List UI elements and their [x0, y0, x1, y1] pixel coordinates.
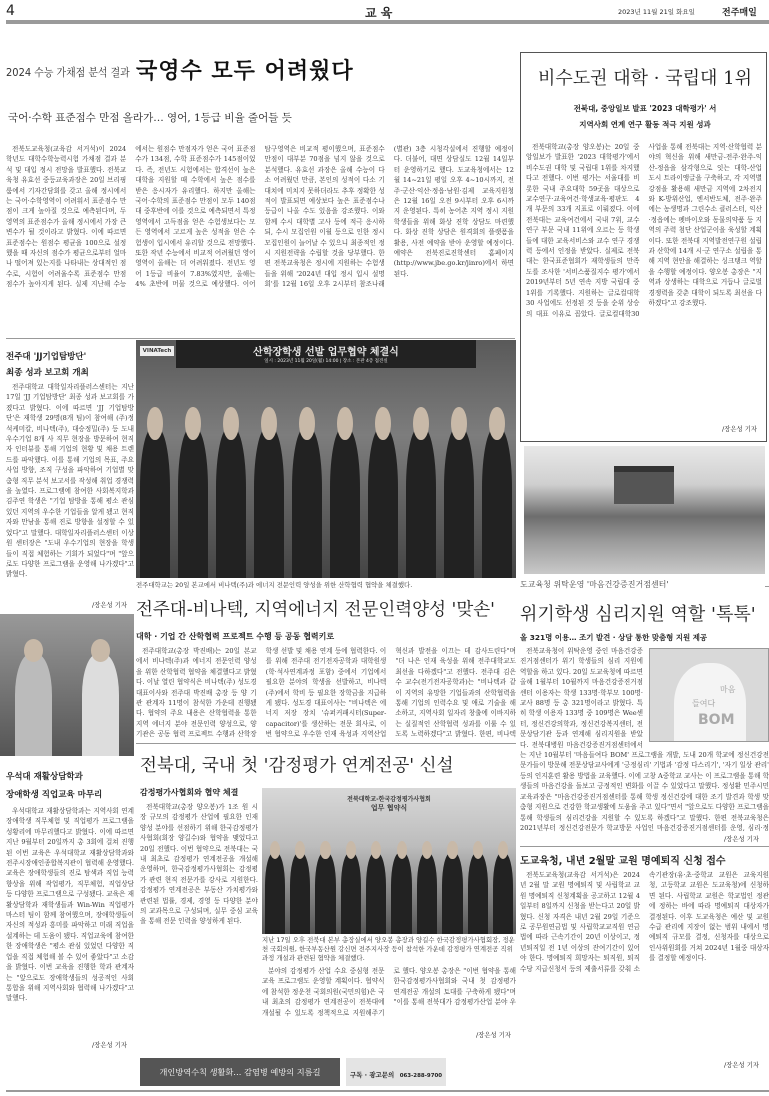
- appraisal-subhead: 감정평가사협회와 협약 체결: [140, 788, 239, 797]
- campus-road-photo: [524, 446, 765, 574]
- subscribe-phone: 063-288-9700: [399, 1073, 443, 1079]
- subscribe-line: [350, 1058, 441, 1090]
- lead-subhead: 국어·수학 표준점수 만점 올라가… 영어, 1등급 비율 줄어들 듯: [8, 112, 292, 124]
- bom-text-mid: 들여다: [692, 699, 716, 708]
- banner-title: 전북대학교-한국감정평가사협회: [347, 796, 431, 803]
- lead-body: 전북도교육청(교육감 서거석)이 2024학년도 대학수학능력시험 가채점 결과 분석 및 대입 정시 전망을 발표했다. 전북교육청 유효선 중등교육과장은 20일 브리핑룸에서 기자간담회를 갖고 올해 정시에서는 국어·수학영역이 어려워서 표준점수 만점이 크게 높아질 것으로 예측된다며, 두 영역의 표준점수가 올해 정시에서 가장 큰 변수가 될 것이라고 밝혔다. 이에 따르면 표준점수는 원점수 평균을 100으로 설정했을 때 자신의 점수가 평균으로부터 얼마나 떨어져 있는지를 나타내는 상대적인 점수로, 시험이 어려울수록 표준점수 만점 점수가 높아지게 된다. 실제 지난해 수능에서는 원점수 만점자가 얻은 국어 표준점수가 134점, 수학 표준점수가 145점이었다. 즉, 전년도 시험에서는 합격선이 높은 대학을 지원할 때 수학에서 높은 점수를 받은 응시자가 유리했다. 하지만 올해는 국어·수학의 표준점수 만점이 모두 140점대 중후반에 이를 것으로 예측되면서 특정영역에서 고득점을 얻은 수험생보다는 모든 영역에서 고르게 높은 성적을 얻은 수험생이 입시에서 유리할 것으로 전망했다. 또한 작년 수능에서 비교적 어려웠던 영어영역이 올해는 더 어려워졌다. 전년도 영어 1등급 비율이 7.83%였지만, 올해는 4% 초반에 머물 것으로 예상했다. 이어 탐구영역은 비교적 평이했으며, 표준점수 만점이 대부분 70점을 넘지 않을 것으로 분석했다. 유효선 과장은 올해 수능이 다소 어려웠던 만큼, 본인의 성적이 다소 기대치에 미치지 못하더라도 추후 정확한 성적이 발표되면 예상보다 높은 표준점수나 등급이 나올 수도 있음을 강조했다. 이와 함께 수시 대학별 고사 등에 적극 응시하되, 수시 모집인원 이월 등으로 인한 정시 모집인원이 늘어날 수 있으니 최종적인 정시 지원전략을 수립할 것을 당부했다. 한편 전북교육청은 정시에 지원하는 수험생들을 위해 '2024년 대입 정시 입시 설명회'를 12월 16일 오후 2시부터 참조나래(별관) 3층 시청각실에서 진행할 예정이다. 더불어, 대면 상담실도 12월 14일부터 운영하기로 했다. 도교육청에서는 12월 14~21일 평일 오후 4~10시까지, 전주·군산·익산·정읍·남원·김제 교육지원청은 12월 16일 오전 9시부터 오후 6시까지 운영된다. 특히 농어촌 지역 정시 지원 학생들을 위해 화상 진학 상담도 마련했다. 화상 진학 상담은 원격회의 플랫폼을 활용, 사전 예약을 받아 운영할 예정이다. 예약은 전북진로진학센터 홈페이지(http://www.jbe.go.kr/jinro)에서 하면 된다.: [6, 145, 514, 289]
- mind-body: [520, 646, 769, 832]
- rank-sub1: 전북대, 중앙일보 발표 '2023 대학평가' 서: [573, 104, 717, 113]
- jj-title-2: 최종 성과 보고회 개최: [6, 368, 89, 378]
- appraisal-signing-photo: [262, 788, 516, 934]
- subscribe-box: [346, 1058, 446, 1086]
- lead-headline: 국영수 모두 어려웠다: [136, 59, 354, 84]
- bom-text-bottom: BOM: [698, 712, 735, 728]
- bom-text-top: 마음: [720, 685, 736, 694]
- event-banner: [292, 794, 486, 820]
- issue-date: 2023년 11월 21일 화요일: [618, 8, 695, 16]
- lead-kicker: 2024 수능 가채점 분석 결과: [6, 66, 130, 79]
- appraisal-byline: /장은성 기자: [476, 1031, 512, 1039]
- appraisal-headline: 전북대, 국내 첫 '감정평가 연계전공' 신설: [140, 756, 454, 776]
- appraisal-body: 전북대학교(총장 양오봉)가 1조 원 시장 규모의 감정평가 산업에 필요한 인재양성 분야를 선점하기 위해 한국감정평가사협회(회장 양길수)와 협약을 맺었다고 20일 전했다. 이번 협약으로 전북대는 국내 최초로 감정평가 연계전공을 개설해 운영하며, 한국감정평가사협회는 감정평가 관련 현직 전문가를 강사로 지원한다. 감정평가 연계전공은 부동산 가치평가와 관련된 법률, 경제, 경영 등 다양한 분야의 교과목으로 구성되며, 실무 중심 교육을 통해 전문 인력을 양성하게 된다.: [140, 803, 258, 926]
- jj-byline: /장은성 기자: [92, 601, 128, 609]
- retire-byline: /장은성 기자: [724, 1061, 760, 1069]
- section-title: 교 육: [365, 6, 393, 20]
- mind-subhead: 올 321명 이용… 조기 발견 · 상담 통한 맞춤형 지원 제공: [520, 633, 708, 642]
- subscribe-label: 구독 · 광고문의: [350, 1071, 395, 1079]
- mind-headline: 위기학생 심리지원 역할 '톡톡': [520, 604, 756, 625]
- mind-body-text: 전북교육청이 위탁운영 중인 마음건강증진거점센터가 위기 학생들의 심리 지원에 역할을 하고 있다. 20일 도교육청에 따르면 올해 1월부터 10월까지 마음건강증진거점센터 이용자는 학생 133명·학부모 100명·교사 88명 등 총 321명이라고 밝혔다. 특히 학생 이용자 133명 중 109명은 Wee센터, 정신건강의학과, 정신건강복지센터, 전문상담기관 등과 연계해 심리지원을 받았다. 전북대병원 마음건강증진거점센터에서는 지난 10월부터 '마음들여다 BOM' 프로그램을 개발, 도내 20개 학교에 정신건강전문가들이 방문해 전문상담교사에게 '긍정심리' 기법과 '감정 다스리기', '자기 일상 관리' 등의 인지훈련 활용 방법을 교육했다. 이에 고창 A중학교 교사는 이 프로그램을 통해 학생들의 마음건강을 돌보고 긍정적인 변화를 이끌 수 있었다고 말했다. 정성환 민주시민교육과장은 "마음건강증진거점센터를 통해 학생 정신건강에 대한 조기 발견과 학생 맞춤형 지원으로 건강한 학교생활에 도움을 주고 있다"면서 "앞으로도 다양한 프로그램을 통해 학생들의 심리건강을 지원할 수 있도록 하겠다"고 말했다. 한편 전북교육청은 2021년부터 정신건강전문가 학교방문 사업인 마음건강증진거점센터를 운영, 심리·정: [520, 647, 769, 832]
- rank-sub2: 지역사회 연계 연구 활동 적극 지원 성과: [579, 120, 711, 129]
- appraisal-caption: 지난 17일 오후 전북대 본부 총장실에서 양오봉 총장과 양길수 한국감정평가사협회장, 정운천 국회의원, 한국부동산원 강신면 전주지사장 등이 참석한 가운데 감정평가 연계전공 직위과정 개설과 관련된 협약을 체결했다.: [262, 936, 515, 962]
- appraisal-body-2: 분야의 감정평가 산업 수요 중심형 전문 교육 프로그램도 운영할 계획이다. 협약식에 참석한 정운천 국회의원(국민의힘)은 국내 최초의 감정평가 연계전공이 전북대에 개설될 수 있도록 정책적으로 지원해주기로 했다. 양오봉 총장은 "이번 협약을 통해 한국감정평가사협회와 국내 첫 감정평가 연계전공 개설의 토대를 구축하게 됐다"며 "이를 통해 전북대가 감정평가산업 분야 우: [262, 967, 516, 1017]
- header-rule: [6, 20, 769, 24]
- vinatech-caption: 전주대학교는 20일 본교에서 비나텍(주)과 에너지 전문인력 양성을 위한 산학협력 협약을 체결했다.: [136, 581, 413, 589]
- jj-title-1: 전주대 'JJ기업탐방단': [6, 352, 87, 362]
- vinatech-headline: 전주대-비나텍, 지역에너지 전문인력양성 '맞손': [136, 600, 495, 620]
- banner-sub: 업무 협약식: [370, 804, 408, 812]
- rank-body: 전북대학교(총장 양오봉)는 20일 중앙일보가 발표한 '2023 대학평가'에서 비수도권 대학 및 국립대 1위를 차지했다고 전했다. 이번 평가는 서울대를 비롯한 국내 주요대학 59곳을 대상으로 교수연구·교육여건·학생교육·평판도 4개 부문의 33개 지표로 이뤄졌다. 이에 전북대는 교육여건에서 국내 7위, 교수연구 부문 국내 11위에 오르는 등 학생들에 대한 교육서비스와 교수 연구 경쟁력 등에서 인정을 받았다. 실제로 전북대는 한국표준협회가 재학생들의 만족도를 조사한 '서비스품질지수 평가'에서 2019년부터 5년 연속 지방 국립대 중 1위를 기록했다. 지원하는 글로컬대학30 사업에도 선정된 것 등을 순위 상승의 대표 이유로 꼽았다. 글로컬대학30 사업을 통해 전북대는 지역·산학협력 분야의 혁신을 위해 새만금-전주·완주-익산-정읍을 삼각형으로 잇는 대학-산업 도시 트라이앵글을 구축하고, 각 지역별 강점을 활용해 새만금 지역에 2차전지와 K-방위산업, 엔서반도체, 전주·완주에는 농생명과 그린수소 클러스터, 익산·정읍에는 펫바이오와 동물의약품 등 지역의 주력 첨단 산업군이을 육성할 계획이다. 또한 전북대 지역발전연구원 설립과 산학에 14개 시·군 연구소 설립을 통해 지역 현안을 해결하는 싱크탱크 역할을 수행할 예정이다. 양오봉 총장은 "지역과 상생하는 대학으로 거듭나 글로벌 경쟁력을 갖춘 대학이 되도록 최선을 다하겠다"고 강조했다.: [526, 143, 762, 318]
- footer-rule: [6, 1090, 769, 1092]
- retire-body: 전북도교육청(교육감 서거석)은 2024년 2월 말 교원 명예퇴직 및 사립학교 교원 명예퇴직 신청계획을 공고하고 12월 4일부터 8일까지 신청을 받는다고 20일 밝혔다. 신청 자격은 내년 2월 29일 기준으로 공무원연금법 및 사립학교교직원 연금법에 따라 근속기간이 20년 이상이고, 정년퇴직일 전 1년 이상의 잔여기간이 있어야 한다. 명예퇴직 희망자는 퇴직원, 퇴직수당 지급신청서 등의 제출서류를 갖춰 소속기관장(유·초·중학교 교원은 교육지원청, 고등학교 교원은 도교육청)에 신청하면 된다. 사립학교 교원은 학교법인 정관에 정하는 바에 따라 명예퇴직 대상자가 결정된다. 이후 도교육청은 예산 및 교원수급 관리에 지장이 없는 범위 내에서 명예퇴직 규모를 결정, 신청자를 대상으로 인사위원회를 거쳐 2024년 1월중 대상자를 결정할 예정이다.: [520, 871, 769, 973]
- vinatech-signing-photo: [136, 340, 516, 578]
- rank-headline: 비수도권 대학 · 국립대 1위: [538, 68, 752, 89]
- woosuk-title-2: 장애학생 직업교육 마무리: [6, 790, 103, 800]
- page-header: [0, 0, 769, 30]
- campaign-text: 개인방역수칙 생활화… 감염병 예방의 지름길: [159, 1067, 321, 1077]
- jj-body: 전주대학교 대학일자리플러스센터는 지난 17일 'JJ 기업탐방단' 최종 성과 보고회를 가졌다고 밝혔다. 이에 따르면 'JJ 기업탐방단'은 재학생 29명(8개 팀)이 참여해 (주)정석케미칼, 비나텍(주), 대승정밀(주) 등 도내 우수기업 8개 사 직무 현장을 방문하여 현직자 인터뷰를 통해 기업의 현황 및 채용 트렌드를 파악했다. 이를 통해 기업의 목표, 주요 사업 방향, 조직 구성을 파악하여 기업별 맞춤형 직무 분석 보고서를 작성해 취업 경쟁력을 높였다. 프로그램에 참여한 사회복지학과 김주연 학생은 "기업 탐방을 통해 평소 관심 있던 지역의 우수한 기업들을 알게 됐고 현직자와 만남을 통해 진로 방향을 설정할 수 있었다"고 말했다. 대학일자리플러스센터 이상원 센터장은 "도내 우수기업의 현장을 학생들이 직접 체험하는 기회가 되었다"며 "앞으로도 다양한 프로그램을 운영해 나가겠다"고 밝혔다.: [6, 383, 134, 579]
- banner-info: 일시 : 2023년 11월 20일(월) 14:00 | 장소 : 본관 4층 접견실: [264, 359, 388, 364]
- banner-brand: VINATech: [140, 346, 174, 356]
- woosuk-body: 우석대학교 재활상담학과는 지역사회 연계 장애학생 직무체험 및 직업평가 프로그램을 성황리에 마무리했다고 밝혔다. 이에 따르면 지난 9월부터 20일까지 총 3회에 걸쳐 진행된 이번 교육은 우석대학교 재활상담학과와 전주시장애인종합복지관이 협력해 운영했다. 교육은 장애학생들의 진로 탐색과 직업 능력 향상을 위해 작업평가, 직무체험, 직업상담 등 다양한 프로그램으로 구성됐다. 교육은 재활상담학과 재학생들과 Win-Win 직업평가 마스터 팀이 함께 참여했으며, 장애학생들이 자신의 적성과 흥미를 파악하고 미래 직업을 설계하는 데 도움이 됐다. 직업교육에 참여한 한 장애학생은 "평소 관심 있었던 다양한 직업을 직접 체험해 볼 수 있어 좋았다"고 소감을 밝혔다. 이번 교육을 진행한 학과 관계자는 "앞으로도 장애학생들의 성공적인 사회 통합을 위해 지역사회와 협력해 나가겠다"고 말했다.: [6, 807, 134, 1003]
- paper-name: 전주매일: [722, 8, 757, 18]
- mind-byline: /장은성 기자: [724, 835, 760, 843]
- students-photo: [0, 614, 134, 756]
- retire-headline: 도교육청, 내년 2월말 교원 명예퇴직 신청 접수: [520, 856, 726, 867]
- banner-title: 산학장학생 선발 업무협약 체결식: [253, 347, 399, 358]
- vinatech-body: 전주대학교(총장 박진배)는 20일 본교에서 비나텍(주)과 에너지 전문인력 양성을 위한 산학협력 협약을 체결했다고 밝혔다. 이날 열린 협약식은 비나텍(주) 성도경 대표이사와 전주대 박진배 총장 등 양 기관 관계자 11명이 참석한 가운데 진행됐다. 협약의 주요 내용은 산학협력을 통한 지역 에너지 분야 전문인력 양성으로, 양 기관은 공동 협력 프로젝트 수행과 산학장학생 선발 및 채용 연계 등에 협력한다. 이를 위해 전주대 전기전자공학과 대학원생(학·석사연계과정 포함) 중에서 기업에서 필요한 분야의 학생을 선발하고, 비나텍(주)에서 학비 등 필요한 장학금을 지급하게 됐다. 성도경 대표이사는 "비나텍은 에너지 저장 장치 '슈퍼커패시터(Super-capacitor)'를 생산하는 전문 회사로, 이번 협약으로 우수한 인재 육성과 지역산업 혁신과 발전을 이끄는 데 감사드린다"며 "더 나은 인재 육성을 위해 전주대학교도 최선을 다하겠다"고 전했다. 전주대 김은수 교수(전기전자공학과)는 "비나텍과 같이 지역의 유망한 기업들과의 산학협력을 통해 기업의 인력수요 및 애로 기술을 해소하고, 지역사회 일자리 창출에 이바지하는 실질적인 산학협력 성과를 이룰 수 있도록 노력하겠다"고 밝혔다. 한편, 비나텍: [136, 647, 516, 739]
- mind-kicker: 도교육청 위탁운영 '마음건강증진거점센터': [520, 579, 765, 590]
- woosuk-title-1: 우석대 재활상담학과: [6, 772, 83, 782]
- campaign-banner: [140, 1058, 340, 1086]
- bom-illustration: [649, 648, 769, 742]
- event-banner: [142, 340, 476, 368]
- vinatech-subhead: 대학 · 기업 간 산학협력 프로젝트 수행 등 공동 협력키로: [136, 632, 335, 641]
- rank-byline: /장은성 기자: [722, 425, 758, 433]
- page-number: 4: [6, 3, 15, 19]
- woosuk-byline: /장은성 기자: [92, 1041, 128, 1049]
